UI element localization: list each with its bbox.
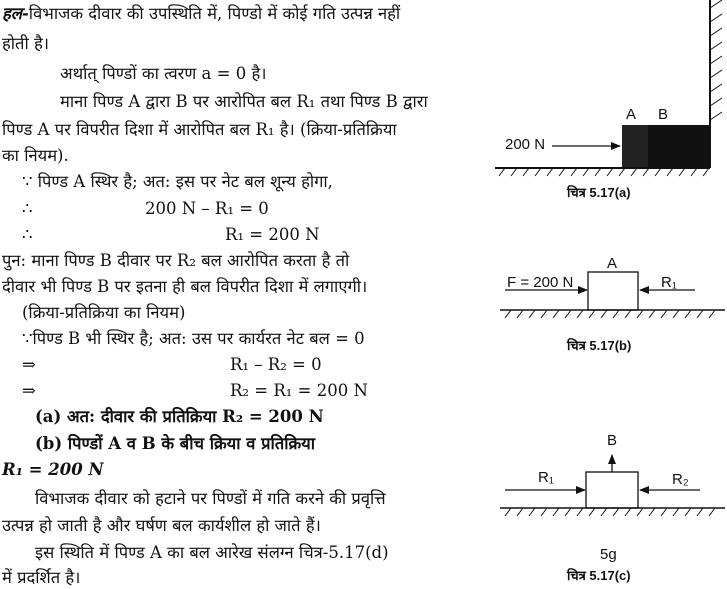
line-16: (a) अत: दीवार की प्रतिक्रिया R₂ = 200 N [35,407,324,426]
fig-b-force-label: F = 200 N [507,274,574,291]
line-15-symbol: ⇒ [22,381,36,400]
line-4: माना पिण्ड A द्वारा B पर आरोपित बल R₁ तथा पिण्ड B द्वारा [60,92,428,111]
fig-c-right-label: R₂ [672,471,689,488]
line-6: का नियम). [2,146,69,165]
fig-c-extra-label: 5g [600,546,617,563]
figures-column [495,0,727,589]
line-11: दीवार भी पिण्ड B पर इतना ही बल विपरीत दिशा में लगाएगी। [2,277,368,296]
fig-a-label-a: A [626,106,637,123]
fig-b-caption: चित्र 5.17(b) [567,338,632,353]
fig-a-force-label: 200 N [505,136,546,153]
line-9-symbol: ∴ [22,225,33,244]
line-14-symbol: ⇒ [22,355,36,374]
line-8-symbol: ∴ [22,199,33,218]
solution-heading: हल- [2,4,29,23]
fig-b-reaction-label: R₁ [661,274,677,291]
line-9: R₁ = 200 N [225,225,320,244]
line-19: विभाजक दीवार को हटाने पर पिण्डों में गति करने की प्रवृत्ति [35,489,386,508]
block-c [586,472,638,508]
line-14: R₁ – R₂ = 0 [230,355,322,374]
fig-c-top-label: B [607,432,618,449]
figures-svg [495,0,727,589]
fig-c-caption: चित्र 5.17(c) [567,568,631,583]
line-5: पिण्ड A पर विपरीत दिशा में आरोपित बल R₁ है। (क्रिया-प्रतिक्रिया [2,120,397,139]
line-1-text: विभाजक दीवार की उपस्थिति में, पिण्डो में कोई गति उत्पन्न नहीं [28,4,401,23]
fig-a-label-b: B [658,106,669,123]
block-b [648,125,710,168]
line-21: इस स्थिति में पिण्ड A का बल आरेख संलग्न चित्र-5.17(d) [35,543,389,562]
line-12: (क्रिया-प्रतिक्रिया का नियम) [22,303,186,322]
block-a [622,125,648,168]
line-13: ∵पिण्ड B भी स्थिर है; अत: उस पर कार्यरत नेट बल = 0 [22,329,365,348]
wall-hatch [710,0,722,120]
line-20: उत्पन्न हो जाती है और घर्षण बल कार्यशील हो जाते हैं। [2,516,321,535]
ground-c-hatch [505,508,715,516]
line-1 [2,4,400,24]
line-2: होती है। [2,34,49,53]
figure-c [500,455,725,516]
block-a-b [588,272,638,310]
ground-a-hatch [499,168,709,176]
fig-c-left-label: R₁ [538,469,554,486]
fig-b-block-label: A [607,255,618,272]
fig-a-caption: चित्र 5.17(a) [567,185,631,200]
line-17: (b) पिण्डों A व B के बीच क्रिया व प्रतिक्रिया [35,434,316,453]
ground-b-hatch [505,310,715,318]
line-7: ∵ पिण्ड A स्थिर है; अत: इस पर नेट बल शून्य होगा, [22,172,333,191]
line-22: में प्रदर्शित है। [2,568,81,587]
line-3: अर्थात् पिण्डों का त्वरण a = 0 है। [60,64,267,83]
line-18: R₁ = 200 N [2,460,104,479]
line-15: R₂ = R₁ = 200 N [230,381,368,400]
line-8: 200 N – R₁ = 0 [145,199,269,218]
line-10: पुन: माना पिण्ड B दीवार पर R₂ बल आरोपित करता है तो [2,251,350,270]
